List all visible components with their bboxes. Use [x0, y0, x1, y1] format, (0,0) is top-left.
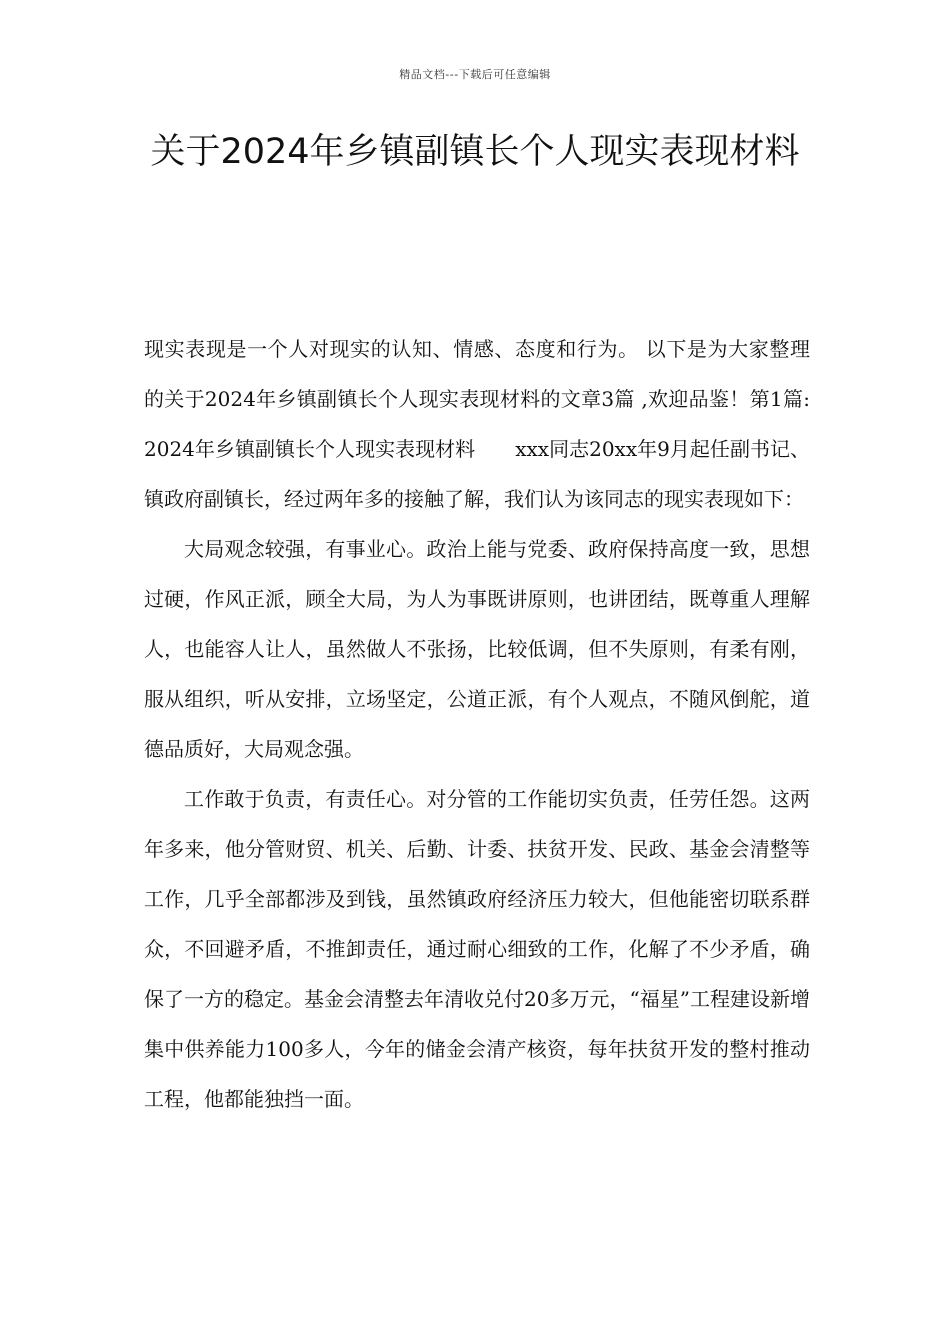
paragraph-overall-view: 大局观念较强，有事业心。政治上能与党委、政府保持高度一致，思想过硬，作风正派，顾全大局，为人为事既讲原则，也讲团结，既尊重人理解人，也能容人让人，虽然做人不张扬，比较低调，但不失原则，有柔有刚，服从组织，听从安排，立场坚定，公道正派，有个人观点，不随风倒舵，道德品质好，大局观念强。 — [144, 537, 810, 761]
paragraph-responsibility: 工作敢于负责，有责任心。对分管的工作能切实负责，任劳任怨。这两年多来，他分管财贸、机关、后勤、计委、扶贫开发、民政、基金会清整等工作，几乎全部都涉及到钱，虽然镇政府经济压力较大，但他能密切联系群众，不回避矛盾，不推卸责任，通过耐心细致的工作，化解了不少矛盾，确保了一方的稳定。基金会清整去年清收兑付20多万元，“福星”工程建设新增集中供养能力100多人，今年的储金会清产核资，每年扶贫开发的整村推动工程，他都能独挡一面。 — [144, 787, 810, 1111]
document-body — [144, 324, 810, 1124]
paragraph-intro: 现实表现是一个人对现实的认知、情感、态度和行为。 以下是为大家整理的关于2024年乡镇副镇长个人现实表现材料的文章3篇 ,欢迎品鉴！第1篇: 2024年乡镇副镇长个人现实表现材料 xxx同志20xx年9月起任副书记、镇政府副镇长，经过两年多的接触了解，我们认为该同志的现实表现如下： — [144, 337, 810, 511]
header-note: 精品文档---下载后可任意编辑 — [399, 68, 551, 81]
document-title: 关于2024年乡镇副镇长个人现实表现材料 — [150, 132, 800, 172]
